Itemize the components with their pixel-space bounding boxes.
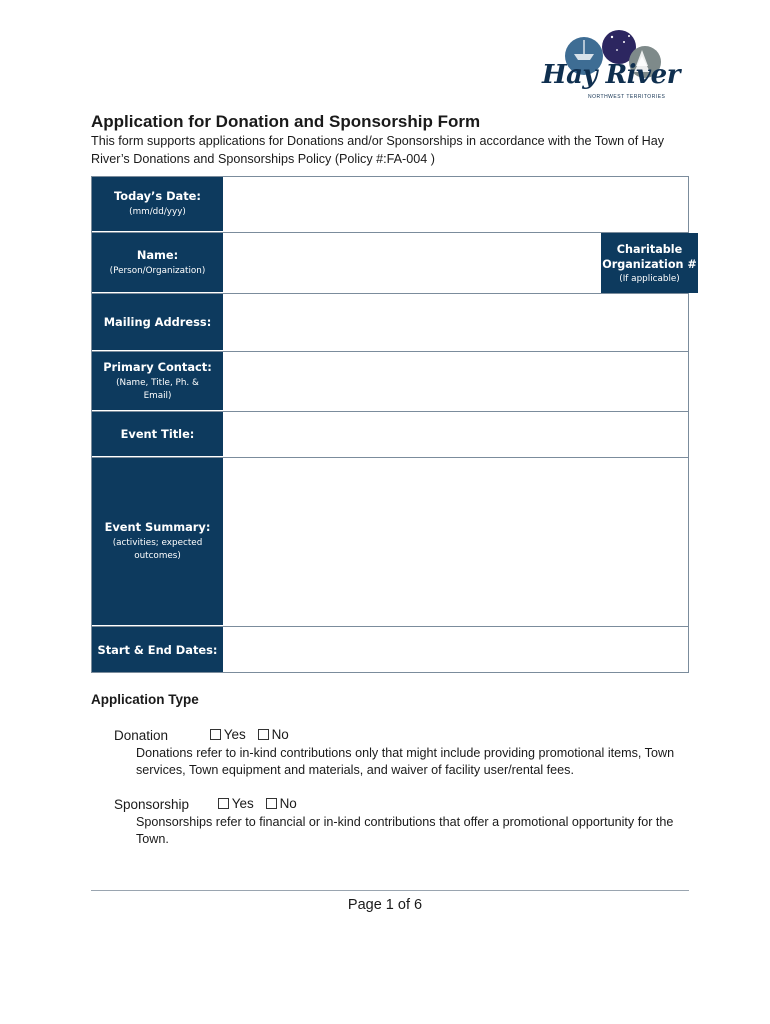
- primary-contact-label-hint: (Name, Title, Ph. & Email): [116, 377, 199, 401]
- sponsorship-label: Sponsorship: [114, 797, 190, 812]
- dates-label: [92, 627, 223, 672]
- dates-row: [92, 627, 688, 672]
- sponsorship-yes-option[interactable]: [218, 796, 254, 811]
- donation-yes-label: Yes: [223, 727, 246, 742]
- date-label: [92, 177, 223, 232]
- event-summary-input-area[interactable]: [223, 458, 688, 626]
- name-label-hint: (Person/Organization): [109, 265, 206, 276]
- name-label: [92, 233, 223, 293]
- date-input-area[interactable]: [223, 177, 688, 232]
- application-form-table: [91, 176, 697, 673]
- donation-yes-checkbox[interactable]: [210, 729, 221, 740]
- sponsorship-no-checkbox[interactable]: [266, 798, 277, 809]
- logo-text: Hay River: [542, 60, 680, 90]
- event-summary-row: [92, 458, 688, 627]
- name-label-text: Name:: [136, 247, 179, 262]
- donation-option-row: [114, 727, 289, 743]
- event-summary-label-hint: (activities; expected outcomes): [112, 538, 203, 561]
- event-title-label-text: Event Title:: [120, 427, 195, 441]
- event-title-input-area[interactable]: [223, 412, 688, 457]
- dates-label-text: Start & End Dates:: [97, 642, 218, 657]
- name-row: [92, 233, 697, 294]
- name-input-area[interactable]: [223, 233, 697, 293]
- event-summary-label-text: Event Summary:: [104, 520, 211, 534]
- primary-contact-label-text: Primary Contact:: [103, 359, 212, 374]
- event-title-label: [92, 412, 223, 457]
- mailing-address-label: [92, 294, 223, 351]
- sponsorship-option-row: [114, 796, 297, 812]
- mailing-address-input-area[interactable]: [223, 294, 688, 351]
- donation-description: Donations refer to in-kind contributions only that might include providing promotional items, Town services, Town equipment and materials, and waiver of facility user/rental fees.: [136, 746, 675, 777]
- mailing-address-label-text: Mailing Address:: [103, 315, 212, 329]
- page-number: Page 1 of 6: [347, 897, 423, 913]
- charity-label-hint: (If applicable): [619, 274, 680, 284]
- date-row: [92, 177, 688, 233]
- sponsorship-yes-checkbox[interactable]: [218, 798, 229, 809]
- primary-contact-label: [92, 352, 223, 411]
- sponsorship-description: Sponsorships refer to financial or in-kind contributions that offer a promotional opportunity for the Town.: [136, 815, 674, 846]
- primary-contact-input-area[interactable]: [223, 352, 688, 411]
- charity-label-text: Charitable Organization #: [602, 243, 697, 271]
- date-label-text: Today’s Date:: [114, 189, 201, 203]
- sponsorship-no-option[interactable]: [266, 796, 297, 811]
- footer-divider: [91, 890, 689, 891]
- hay-river-logo: [538, 28, 680, 104]
- page-title: Application for Donation and Sponsorship Form: [91, 112, 481, 131]
- donation-label: Donation: [114, 728, 169, 743]
- date-label-hint: (mm/dd/yyy): [129, 207, 186, 217]
- dates-input-area[interactable]: [223, 627, 688, 672]
- donation-no-option[interactable]: [258, 727, 289, 742]
- application-type-heading: Application Type: [91, 692, 199, 707]
- intro-text: This form supports applications for Donations and/or Sponsorships in accordance with the Town of Hay River’s Donations and Sponsorships Policy (Policy #:FA-004 ): [91, 134, 665, 166]
- donation-yes-option[interactable]: [210, 727, 246, 742]
- event-summary-label: [92, 458, 223, 626]
- event-title-row: [92, 412, 688, 458]
- charitable-organization-label: [601, 233, 698, 293]
- logo-subtext: NORTHWEST TERRITORIES: [588, 94, 666, 100]
- primary-contact-row: [92, 352, 688, 412]
- sponsorship-yes-label: Yes: [231, 796, 254, 811]
- sponsorship-no-label: No: [279, 796, 297, 811]
- donation-no-checkbox[interactable]: [258, 729, 269, 740]
- donation-no-label: No: [271, 727, 289, 742]
- mailing-address-row: [92, 294, 688, 352]
